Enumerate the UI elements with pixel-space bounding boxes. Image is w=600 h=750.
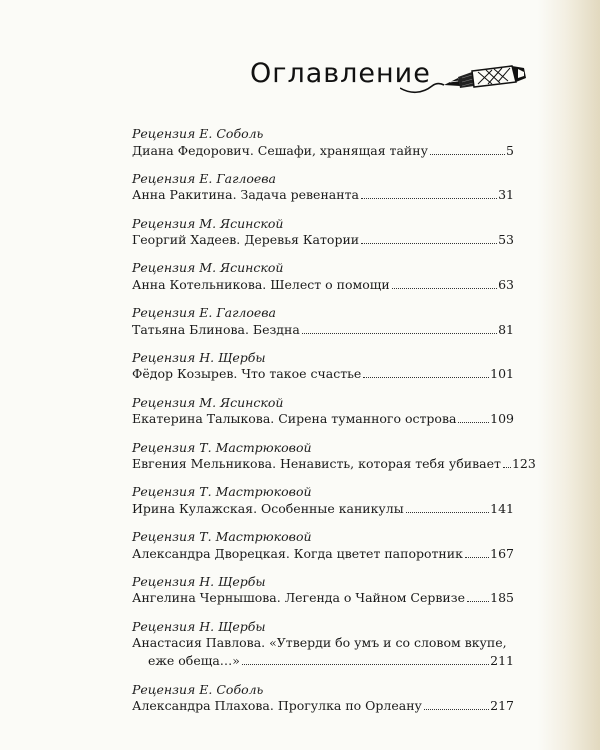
review-credit: Рецензия Е. Гаглоева [132, 305, 277, 321]
toc-line[interactable] [132, 231, 514, 249]
toc-heading [250, 54, 530, 102]
page-number: 167 [490, 545, 514, 561]
toc-line[interactable] [132, 410, 514, 428]
dot-leader [503, 467, 511, 468]
dot-leader [465, 557, 489, 558]
toc-line[interactable] [132, 276, 514, 294]
toc-line[interactable] [132, 142, 514, 160]
entry-title: Георгий Хадеев. Деревья Катории [132, 232, 360, 248]
fountain-pen-icon [400, 64, 530, 98]
toc-line[interactable] [132, 365, 514, 383]
toc-entry[interactable] [132, 350, 514, 384]
page-number: 185 [490, 590, 514, 606]
review-credit: Рецензия М. Ясинской [132, 394, 284, 410]
toc-entry[interactable] [132, 395, 514, 429]
toc-entry[interactable] [132, 260, 514, 294]
review-credit: Рецензия Е. Соболь [132, 126, 264, 141]
toc-line[interactable] [132, 545, 514, 563]
review-credit: Рецензия Т. Мастрюковой [132, 439, 312, 455]
toc-entry[interactable] [132, 529, 514, 563]
dot-leader [467, 601, 489, 602]
review-credit: Рецензия Е. Соболь [132, 681, 264, 697]
dot-leader [458, 422, 489, 423]
entry-title-continuation: еже обеща…» [148, 653, 240, 669]
review-credit: Рецензия Н. Щербы [132, 618, 266, 634]
page-number: 31 [498, 187, 514, 203]
page-number: 141 [490, 500, 514, 516]
entry-title: Анна Ракитина. Задача ревенанта [132, 187, 359, 203]
page-number: 63 [498, 276, 514, 292]
entry-title: Евгения Мельникова. Ненависть, которая тебя убивает [132, 456, 501, 472]
entry-title: Татьяна Блинова. Бездна [132, 321, 300, 337]
page-number: 53 [498, 232, 514, 248]
review-credit: Рецензия М. Ясинской [132, 215, 284, 231]
review-credit: Рецензия Т. Мастрюковой [132, 529, 312, 545]
dot-leader [392, 288, 497, 289]
entry-title: Анастасия Павлова. «Утверди бо умъ и со словом вкупе, [132, 635, 507, 651]
dot-leader [424, 709, 489, 710]
toc-title: Оглавление [250, 58, 431, 89]
toc-line[interactable] [132, 589, 514, 607]
page-number: 217 [490, 698, 514, 714]
review-credit: Рецензия М. Ясинской [132, 260, 284, 276]
toc-line[interactable] [132, 500, 514, 518]
page-edge-shadow [538, 0, 600, 750]
entry-title: Ангелина Чернышова. Легенда о Чайном Сервизе [132, 590, 465, 606]
entry-title: Александра Плахова. Прогулка по Орлеану [132, 698, 422, 714]
review-credit: Рецензия Е. Гаглоева [132, 170, 277, 186]
toc-entry[interactable] [132, 126, 514, 160]
toc-line[interactable] [132, 321, 514, 339]
dot-leader [363, 377, 489, 378]
entry-title: Ирина Кулажская. Особенные каникулы [132, 500, 404, 516]
toc-entry[interactable] [132, 682, 514, 716]
toc-entry[interactable] [132, 171, 514, 205]
dot-leader [406, 512, 489, 513]
entry-title: Диана Федорович. Сешафи, хранящая тайну [132, 142, 428, 158]
dot-leader [242, 664, 489, 665]
page-number: 101 [490, 366, 514, 382]
entry-title: Фёдор Козырев. Что такое счастье [132, 366, 362, 382]
toc-line[interactable] [132, 697, 514, 715]
entry-title-continuation-row [132, 652, 514, 670]
toc-entry[interactable] [132, 619, 514, 671]
toc-entry[interactable] [132, 439, 536, 474]
toc-entry[interactable] [132, 484, 514, 518]
entry-title: Екатерина Талыкова. Сирена туманного острова [132, 411, 457, 427]
review-credit: Рецензия Н. Щербы [132, 349, 266, 365]
dot-leader [361, 198, 497, 199]
table-of-contents [132, 126, 536, 726]
page-number: 109 [490, 411, 514, 427]
toc-line[interactable] [132, 634, 514, 670]
entry-title: Александра Дворецкая. Когда цветет папоротник [132, 545, 463, 561]
page-number: 5 [506, 142, 514, 158]
page-number: 211 [490, 653, 514, 669]
toc-entry[interactable] [132, 216, 514, 250]
toc-line[interactable] [132, 455, 536, 473]
dot-leader [302, 333, 497, 334]
dot-leader [361, 243, 497, 244]
toc-entry[interactable] [132, 305, 514, 339]
page-number: 81 [498, 321, 514, 337]
toc-entry[interactable] [132, 574, 514, 608]
page-number: 123 [511, 456, 536, 472]
entry-title: Анна Котельникова. Шелест о помощи [132, 276, 390, 292]
toc-line[interactable] [132, 186, 514, 204]
review-credit: Рецензия Т. Мастрюковой [132, 484, 312, 500]
review-credit: Рецензия Н. Щербы [132, 573, 266, 589]
dot-leader [430, 154, 505, 155]
